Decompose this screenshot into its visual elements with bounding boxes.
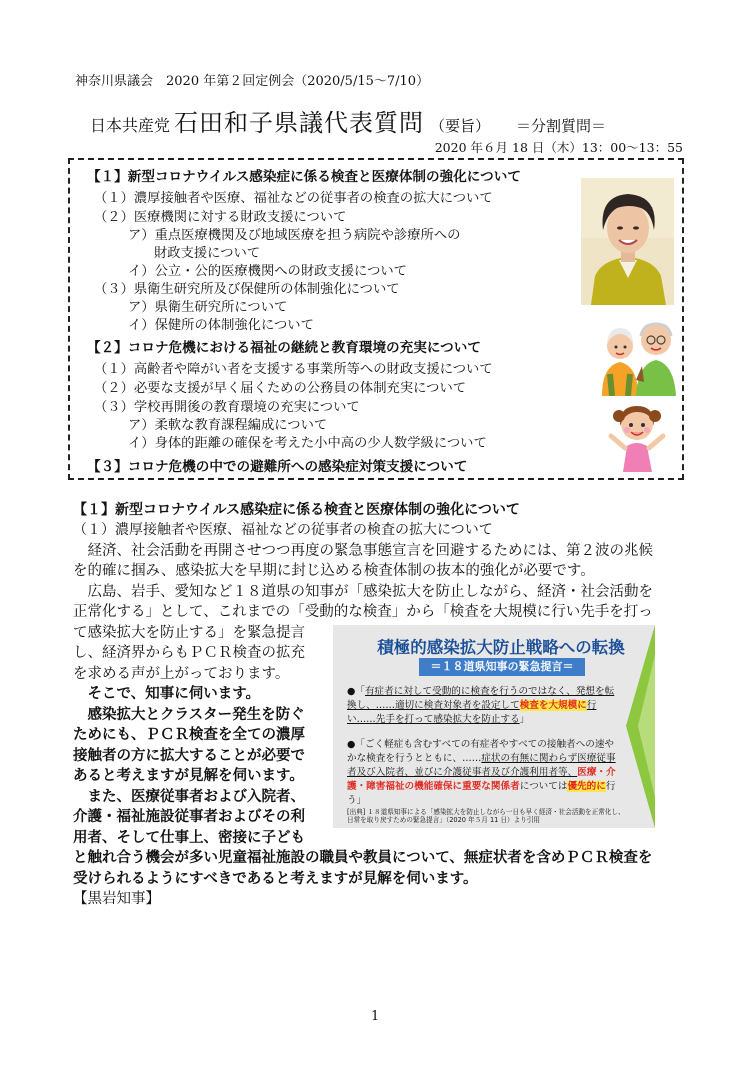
split-question-label: ＝分割質問＝ xyxy=(516,117,607,135)
question-line: 感染拡大とクラスター発生を防ぐ xyxy=(73,706,305,723)
question-line: あると考えますが見解を伺います。 xyxy=(73,767,304,784)
gist-label: （要旨） xyxy=(430,117,491,135)
paragraph-line: 経済、社会活動を再開させつつ再度の緊急事態宣言を回避するためには、第２波の兆候 xyxy=(73,543,653,559)
question-line: また、医療従事者および入院者、 xyxy=(73,788,305,805)
assembly-session: 神奈川県議会 2020 年第２回定例会（2020/5/15〜7/10） xyxy=(75,74,430,89)
panel-title: 積極的感染拡大防止戦略への転換 xyxy=(377,638,625,657)
toc-item: （１）高齢者や障がい者を支援する事業所等への財政支援について xyxy=(94,362,493,377)
toc-subitem: イ）保健所の体制強化について xyxy=(128,318,314,333)
toc-item: （２）必要な支援が早く届くための公務員の体制充実について xyxy=(94,381,467,396)
question-line: 用者、そして仕事上、密接に子ども xyxy=(73,829,305,846)
page-number: 1 xyxy=(371,1009,380,1024)
toc-section-1: 【１】新型コロナウイルス感染症に係る検査と医療体制の強化について xyxy=(87,169,521,185)
toc-subitem: 財政支援について xyxy=(154,246,261,261)
toc-subitem: ア）県衛生研究所について xyxy=(128,300,288,315)
toc-subitem: イ）公立・公的医療機関への財政支援について xyxy=(128,264,407,279)
toc-item: （２）医療機関に対する財政支援について xyxy=(94,210,347,225)
portrait-photo xyxy=(581,178,674,305)
paragraph-line: て感染拡大を防止する」を緊急提言 xyxy=(73,625,305,641)
panel-subtitle: ＝１８道県知事の緊急提言＝ xyxy=(419,658,585,676)
paragraph-line: 広島、岩手、愛知など１８道県の知事が「感染拡大を防止しながら、経済・社会活動を xyxy=(73,584,653,600)
toc-subitem: ア）重点医療機関及び地域医療を担う病院や診療所への xyxy=(128,228,461,243)
toc-item: （３）県衛生研究所及び保健所の体制強化について xyxy=(94,282,400,297)
proposal-panel xyxy=(333,625,655,828)
elderly-couple-illustration xyxy=(598,316,678,396)
toc-box xyxy=(68,158,684,480)
paragraph-line: し、経済界からもＰＣＲ検査の拡充 xyxy=(73,645,305,661)
toc-section-2: 【２】コロナ危機における福祉の継続と教育環境の充実について xyxy=(87,340,481,356)
paragraph-line: 正常化する」として、これまでの「受動的な検査」から「検査を大規模に行い先手を打っ xyxy=(73,604,653,620)
session-date: 2020 年６月 18 日（木）13：00〜13：55 xyxy=(434,140,683,155)
subsection-heading: （１）濃厚接触者や医療、福祉などの従事者の検査の拡大について xyxy=(73,522,493,538)
questioner-title: 石田和子県議代表質問 xyxy=(174,109,425,137)
panel-source: [出典] １８道県知事による「感染拡大を防止しながら一日も早く経済・社会活動を正常化し、日常を取り戻すための緊急提言」（2020 年５月 11 日）より引用 xyxy=(347,808,625,824)
toc-subitem: ア）柔軟な教育課程編成について xyxy=(128,418,328,433)
question-line: 介護・福祉施設従事者およびその利 xyxy=(73,808,305,825)
toc-item: （３）学校再開後の教育環境の充実について xyxy=(94,400,360,415)
party-name: 日本共産党 xyxy=(90,116,171,135)
toc-item: （１）濃厚接触者や医療、福祉などの従事者の検査の拡大について xyxy=(94,191,493,206)
answerer-label: 【黒岩知事】 xyxy=(73,891,160,907)
section-heading: 【１】新型コロナウイルス感染症に係る検査と医療体制の強化について xyxy=(73,502,520,518)
question-line: ためにも、ＰＣＲ検査を全ての濃厚 xyxy=(73,726,305,743)
toc-section-3: 【３】コロナ危機の中での避難所への感染症対策支援について xyxy=(87,459,468,475)
page-title xyxy=(90,103,606,138)
paragraph-line: を的確に掴み、感染拡大を早期に封じ込める検査体制の抜本的強化が必要です。 xyxy=(73,563,595,579)
question-line: 接触者の方に拡大することが必要で xyxy=(73,747,305,764)
panel-bullet-1: ●「有症者に対して受動的に検査を行うのではなく、発想を転換し、……適切に検査対象者を設定して検査を大規模に行い……先手を打って感染拡大を防止する」 xyxy=(347,686,615,725)
panel-bullet-2: ●「ごく軽症も含むすべての有症者やすべての接触者への速やかな検査を行うとともに、……症状の有無に関わらず医療従事者及び入院者、並びに介護従事者及び介護利用者等、医療・介護・障害福祉の機能確保に重要な関係者については優先的に行う」 xyxy=(347,739,616,806)
paragraph-line: を求める声が上がっております。 xyxy=(73,666,290,682)
toc-subitem: イ）身体的距離の確保を考えた小中高の少人数学級について xyxy=(128,436,487,451)
girl-illustration xyxy=(605,398,670,472)
question-lead: そこで、知事に伺います。 xyxy=(73,685,261,702)
question-line: 受けられるようにすべきであると考えますが見解を伺います。 xyxy=(73,870,478,887)
question-line: と触れ合う機会が多い児童福祉施設の職員や教員について、無症状者を含めＰＣＲ検査を xyxy=(73,849,653,866)
